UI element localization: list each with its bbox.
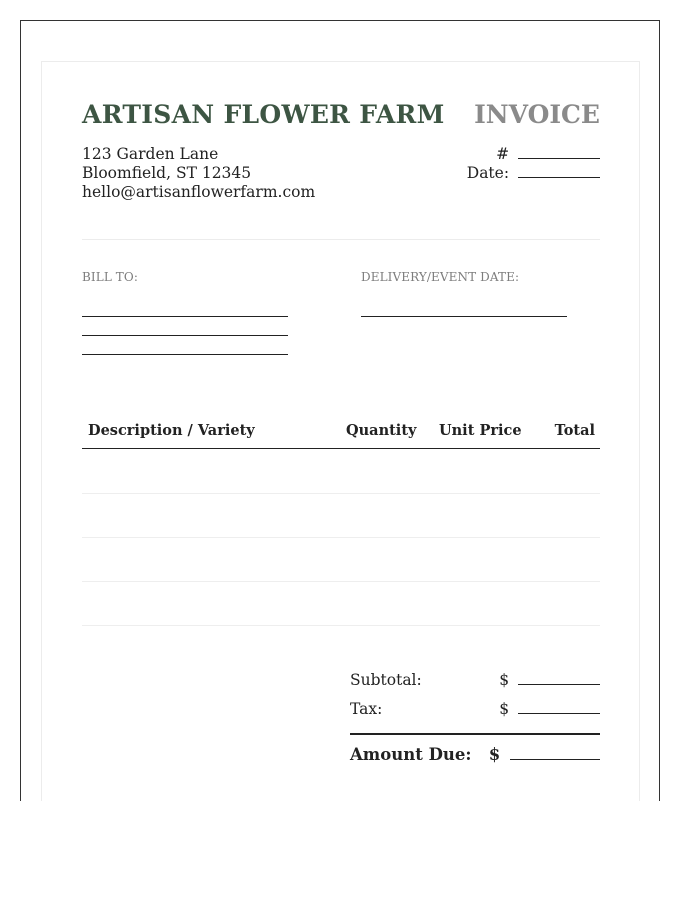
invoice-date-field[interactable] (518, 164, 600, 178)
invoice-date-row (467, 164, 600, 183)
amount-due-field[interactable] (510, 746, 600, 760)
tax-currency: $ (499, 700, 510, 718)
bill-to-line-2[interactable] (82, 335, 288, 336)
amount-due-label: Amount Due: (350, 745, 472, 764)
tax-field[interactable] (518, 700, 600, 714)
farm-name: ARTISAN FLOWER FARM (82, 100, 445, 129)
column-header-unit-price: Unit Price (439, 422, 522, 439)
items-table-header (82, 422, 600, 449)
invoice-date-label: Date: (466, 164, 510, 182)
bill-to-line-1[interactable] (82, 316, 288, 317)
invoice-number-label: # (496, 145, 510, 163)
subtotal-value (499, 671, 600, 689)
header-divider (82, 239, 600, 240)
address-street: 123 Garden Lane (82, 145, 219, 163)
bill-to-line-3[interactable] (82, 354, 288, 355)
subtotal-label: Subtotal: (350, 671, 422, 689)
address-email: hello@artisanflowerfarm.com (82, 183, 316, 201)
tax-value (499, 700, 600, 718)
invoice-number-row (467, 145, 600, 164)
table-row[interactable] (82, 493, 600, 538)
delivery-date-label: DELIVERY/EVENT DATE: (361, 270, 520, 284)
address-city: Bloomfield, ST 12345 (82, 164, 252, 182)
table-row[interactable] (82, 537, 600, 582)
column-header-total: Total (554, 422, 595, 439)
bill-to-label: BILL TO: (82, 270, 138, 284)
amount-due-currency: $ (488, 745, 501, 764)
tax-label: Tax: (350, 700, 383, 718)
invoice-title: INVOICE (474, 100, 600, 129)
table-row[interactable] (82, 581, 600, 626)
column-header-description: Description / Variety (88, 422, 255, 439)
subtotal-field[interactable] (518, 671, 600, 685)
invoice-number-field[interactable] (518, 145, 600, 159)
amount-due-value (489, 745, 600, 764)
column-header-quantity: Quantity (346, 422, 417, 439)
invoice-meta (467, 145, 600, 183)
subtotal-currency: $ (499, 671, 510, 689)
delivery-date-line[interactable] (361, 316, 567, 317)
sender-address (82, 145, 315, 202)
totals-divider (350, 733, 600, 735)
table-row[interactable] (82, 449, 600, 494)
